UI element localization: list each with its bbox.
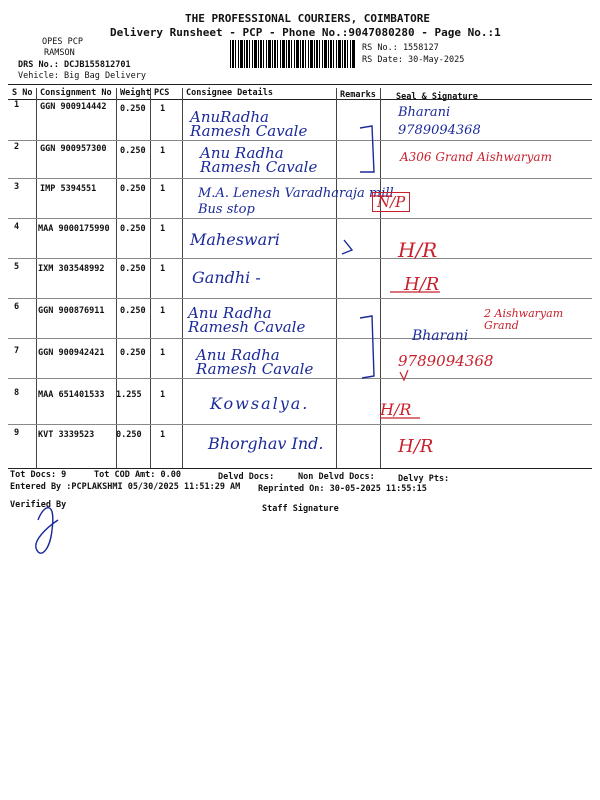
row-pcs: 1 [160, 430, 166, 440]
row-weight: 0.250 [120, 224, 146, 234]
row-sno: 7 [14, 346, 20, 356]
row-consignee-handwritten: Bhorghav Ind. [208, 434, 324, 453]
row-seal-handwritten: Bharani 9789094368 [398, 105, 481, 138]
row-consignment: IXM 303548992 [38, 264, 105, 274]
row-consignment: GGN 900957300 [40, 144, 107, 154]
col-header-seal: Seal & Signature [396, 92, 478, 102]
row-consignment: MAA 651401533 [38, 390, 105, 400]
row-sno: 1 [14, 100, 20, 110]
row-pcs: 1 [160, 104, 166, 114]
row-note-handwritten: 2 Aishwaryam Grand [484, 307, 564, 332]
rs-date: RS Date: 30-May-2025 [362, 55, 465, 65]
col-header-consignee: Consignee Details [186, 88, 273, 98]
row-weight: 0.250 [120, 184, 146, 194]
office-line-2: RAMSON [44, 48, 75, 58]
bracket-stroke [360, 126, 374, 172]
total-docs: Tot Docs: 9 [10, 470, 67, 480]
runsheet-title: Delivery Runsheet - PCP - Phone No.:9047080280 - Page No.:1 [110, 26, 501, 39]
col-header-weight: Weight [120, 88, 151, 98]
row-pcs: 1 [160, 348, 166, 358]
row-consignee-handwritten: M.A. Lenesh Varadharaja mill Bus stop [198, 186, 394, 217]
col-header-remarks: Remarks [340, 90, 376, 100]
row-seal-handwritten: H/R [398, 436, 434, 457]
row-consignment: IMP 5394551 [40, 184, 97, 194]
col-header-pcs: PCS [154, 88, 170, 98]
bracket-stroke [360, 316, 374, 378]
row-consignee-handwritten: AnuRadha Ramesh Cavale [190, 108, 308, 140]
row-consignee-handwritten: Gandhi - [192, 268, 261, 287]
row-consignment: GGN 900914442 [40, 102, 107, 112]
office-line-1: OPES PCP [42, 37, 83, 47]
row-seal-handwritten: A306 Grand Aishwaryam [400, 150, 552, 164]
vehicle: Vehicle: Big Bag Delivery [18, 71, 146, 81]
company-title: THE PROFESSIONAL COURIERS, COIMBATORE [185, 12, 431, 25]
col-header-consignment: Consignment No [40, 88, 112, 98]
row-weight: 1.255 [116, 390, 142, 400]
row-consignment: MAA 9000175990 [38, 224, 110, 234]
delivered-docs: Delvd Docs: [218, 472, 275, 482]
total-cod-amount: Tot COD Amt: 0.00 [94, 470, 181, 480]
drs-number: DRS No.: DCJB155812701 [18, 60, 131, 70]
row-seal-handwritten: H/R [398, 238, 438, 262]
verifier-signature-stroke [36, 508, 58, 554]
row-sno: 8 [14, 388, 20, 398]
row-consignee-handwritten: Anu Radha Ramesh Cavale [196, 346, 314, 378]
non-delivered-docs: Non Delvd Docs: [298, 472, 375, 482]
row-seal-handwritten: Bharani [412, 328, 469, 344]
staff-signature: Staff Signature [262, 504, 339, 514]
row-seal-handwritten: N/P [372, 192, 410, 212]
row-consignment: KVT 3339523 [38, 430, 95, 440]
row-weight: 0.250 [116, 430, 142, 440]
entered-by: Entered By :PCPLAKSHMI 05/30/2025 11:51:29 AM [10, 482, 241, 492]
row-sno: 5 [14, 262, 20, 272]
row-sno: 6 [14, 302, 20, 312]
row-seal-handwritten: 9789094368 [398, 352, 494, 370]
row-sno: 4 [14, 222, 20, 232]
arrow-stroke [342, 240, 352, 254]
row-consignee-handwritten: Maheswari [190, 230, 280, 249]
row-consignment: GGN 900942421 [38, 348, 105, 358]
row-seal-handwritten: H/R [404, 274, 440, 295]
row-weight: 0.250 [120, 146, 146, 156]
row-sno: 3 [14, 182, 20, 192]
row-consignee-handwritten: Anu Radha Ramesh Cavale [200, 144, 318, 176]
verified-by: Verified By [10, 500, 67, 510]
caret-stroke [400, 370, 408, 380]
row-consignment: GGN 900876911 [38, 306, 105, 316]
row-pcs: 1 [160, 390, 166, 400]
row-pcs: 1 [160, 184, 166, 194]
row-seal-handwritten: H/R [380, 400, 412, 419]
row-weight: 0.250 [120, 348, 146, 358]
row-sno: 2 [14, 142, 20, 152]
row-pcs: 1 [160, 264, 166, 274]
row-weight: 0.250 [120, 306, 146, 316]
row-weight: 0.250 [120, 104, 146, 114]
row-consignee-handwritten: Anu Radha Ramesh Cavale [188, 304, 306, 336]
row-pcs: 1 [160, 306, 166, 316]
row-consignee-handwritten: Kowsalya. [210, 394, 310, 413]
col-header-sno: S No [12, 88, 33, 98]
reprinted-on: Reprinted On: 30-05-2025 11:55:15 [258, 484, 427, 494]
row-pcs: 1 [160, 146, 166, 156]
delivery-points: Delvy Pts: [398, 474, 450, 484]
row-weight: 0.250 [120, 264, 146, 274]
row-sno: 9 [14, 428, 20, 438]
rs-number: RS No.: 1558127 [362, 43, 439, 53]
row-pcs: 1 [160, 224, 166, 234]
